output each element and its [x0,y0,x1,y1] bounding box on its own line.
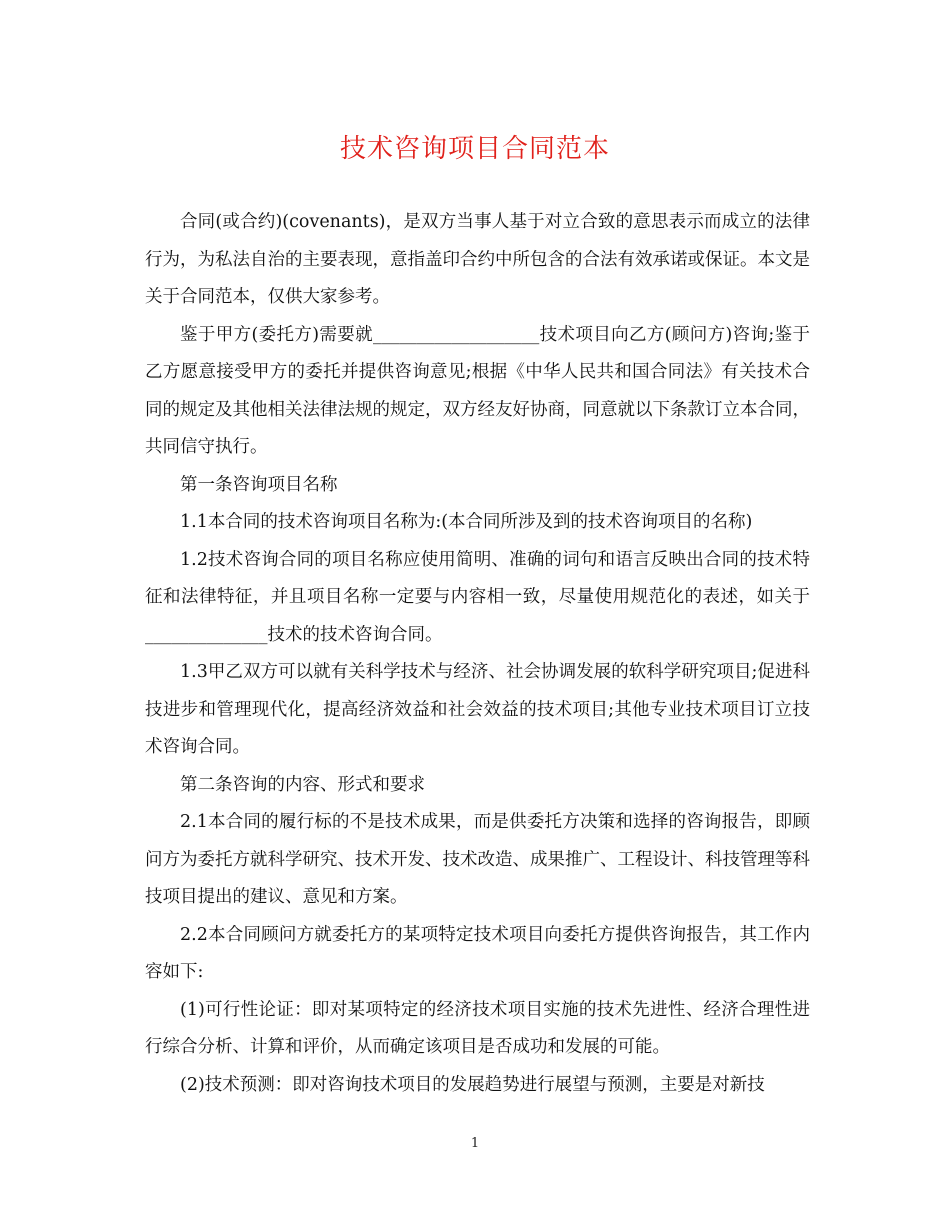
list-item-forecast: (2)技术预测：即对咨询技术项目的发展趋势进行展望与预测，主要是对新技 [180,1074,765,1095]
section-heading-1: 第一条咨询项目名称 [180,474,338,495]
clause-1-1: 1.1本合同的技术咨询项目名称为:(本合同所涉及到的技术咨询项目的名称) [180,512,753,532]
section-heading-2: 第二条咨询的内容、形式和要求 [180,774,425,795]
list-item-feasibility: (1)可行性论证：即对某项特定的经济技术项目实施的技术先进性、经济合理性进行综合分析、计算和评价，从而确定该项目是否成功和发展的可能。 [145,999,810,1057]
clause-1-2: 1.2技术咨询合同的项目名称应使用简明、准确的词句和语言反映出合同的技术特征和法律特征，并且项目名称一定要与内容相一致，尽量使用规范化的表述，如关于______________技术的技术咨询合同。 [145,549,810,645]
clause-2-1: 2.1本合同的履行标的不是技术成果，而是供委托方决策和选择的咨询报告，即顾问方为委托方就科学研究、技术开发、技术改造、成果推广、工程设计、科技管理等科技项目提出的建议、意见和方案。 [145,812,810,907]
clause-2-2: 2.2本合同顾问方就委托方的某项特定技术项目向委托方提供咨询报告，其工作内容如下: [145,924,810,982]
page-number: 1 [470,1136,480,1151]
paragraph-preamble: 鉴于甲方(委托方)需要就___________________技术项目向乙方(顾问方)咨询;鉴于乙方愿意接受甲方的委托并提供咨询意见;根据《中华人民共和国合同法》有关技术合同的规定及其他相关法律法规的规定，双方经友好协商，同意就以下条款订立本合同，共同信守执行。 [145,324,810,457]
paragraph-intro: 合同(或合约)(covenants)，是双方当事人基于对立合致的意思表示而成立的法律行为，为私法自治的主要表现，意指盖印合约中所包含的合法有效承诺或保证。本文是关于合同范本，仅供大家参考。 [145,212,810,307]
clause-1-3: 1.3甲乙双方可以就有关科学技术与经济、社会协调发展的软科学研究项目;促进科技进步和管理现代化，提高经济效益和社会效益的技术项目;其他专业技术项目订立技术咨询合同。 [145,662,810,757]
document-title: 技术咨询项目合同范本 [339,134,610,164]
document-body [145,204,810,1104]
